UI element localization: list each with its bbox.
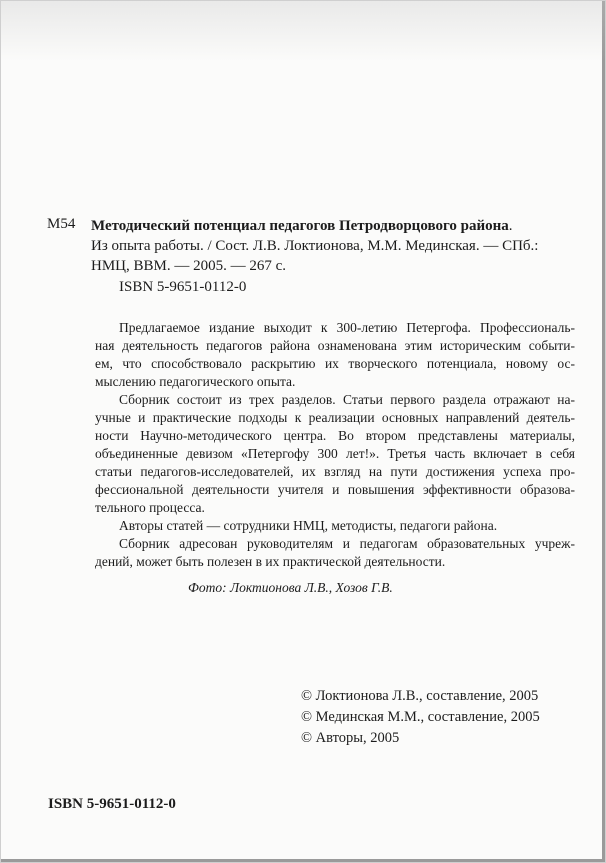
title-punctuation: . [508,218,513,234]
copyright-line: © Авторы, 2005 [301,730,400,746]
abstract-line: ная деятельность педагогов района ознаменована этим историческим событи- [95,338,575,353]
annotation [95,319,575,571]
abstract-line: Сборник состоит из трех разделов. Статьи первого раздела отражают на- [119,392,575,407]
catalog-code: М54 [47,216,76,232]
abstract-line: статьи педагогов-исследователей, их взгляд на пути достижения успеха про- [95,464,575,479]
biblio-line-2: НМЦ, ВВМ. — 2005. — 267 с. [91,258,287,274]
abstract-line: Предлагаемое издание выходит к 300-летию Петергофа. Профессиональ- [119,320,575,335]
isbn-top: ISBN 5-9651-0112-0 [119,279,247,295]
abstract-line: ности Научно-методического центра. Во втором представлены материалы, [95,428,575,443]
abstract-line: фессиональной деятельности учителя и повышения эффективности образова- [95,482,575,497]
copyright-line: © Мединская М.М., составление, 2005 [301,709,540,725]
bibliographic-record [91,216,571,276]
scan-shading [1,1,605,61]
isbn-bottom: ISBN 5-9651-0112-0 [48,796,176,812]
abstract-line: мыслению педагогического опыта. [95,374,296,389]
abstract-line: тельного процесса. [95,500,205,515]
copyright-block [301,686,540,749]
abstract-line: объединенные девизом «Петергофу 300 лет!». Третья часть включает в себя [95,446,575,461]
biblio-title-line [91,216,571,236]
abstract-line: дений, может быть полезен в их практической деятельности. [95,554,446,569]
abstract-line: Сборник адресован руководителям и педагогам образовательных учреж- [119,536,575,551]
biblio-line-1: Из опыта работы. / Сост. Л.В. Локтионова, М.М. Мединская. — СПб.: [91,238,539,254]
photo-credit: Фото: Локтионова Л.В., Хозов Г.В. [188,580,393,595]
abstract-line: учные и практические подходы к реализации основных направлений деятель- [95,410,575,425]
abstract-line: ем, что способствовало раскрытию их творческого потенциала, новому ос- [95,356,575,371]
copyright-line: © Локтионова Л.В., составление, 2005 [301,688,539,704]
book-title: Методический потенциал педагогов Петродворцового района [91,218,509,234]
abstract-line: Авторы статей — сотрудники НМЦ, методисты, педагоги района. [119,518,498,533]
